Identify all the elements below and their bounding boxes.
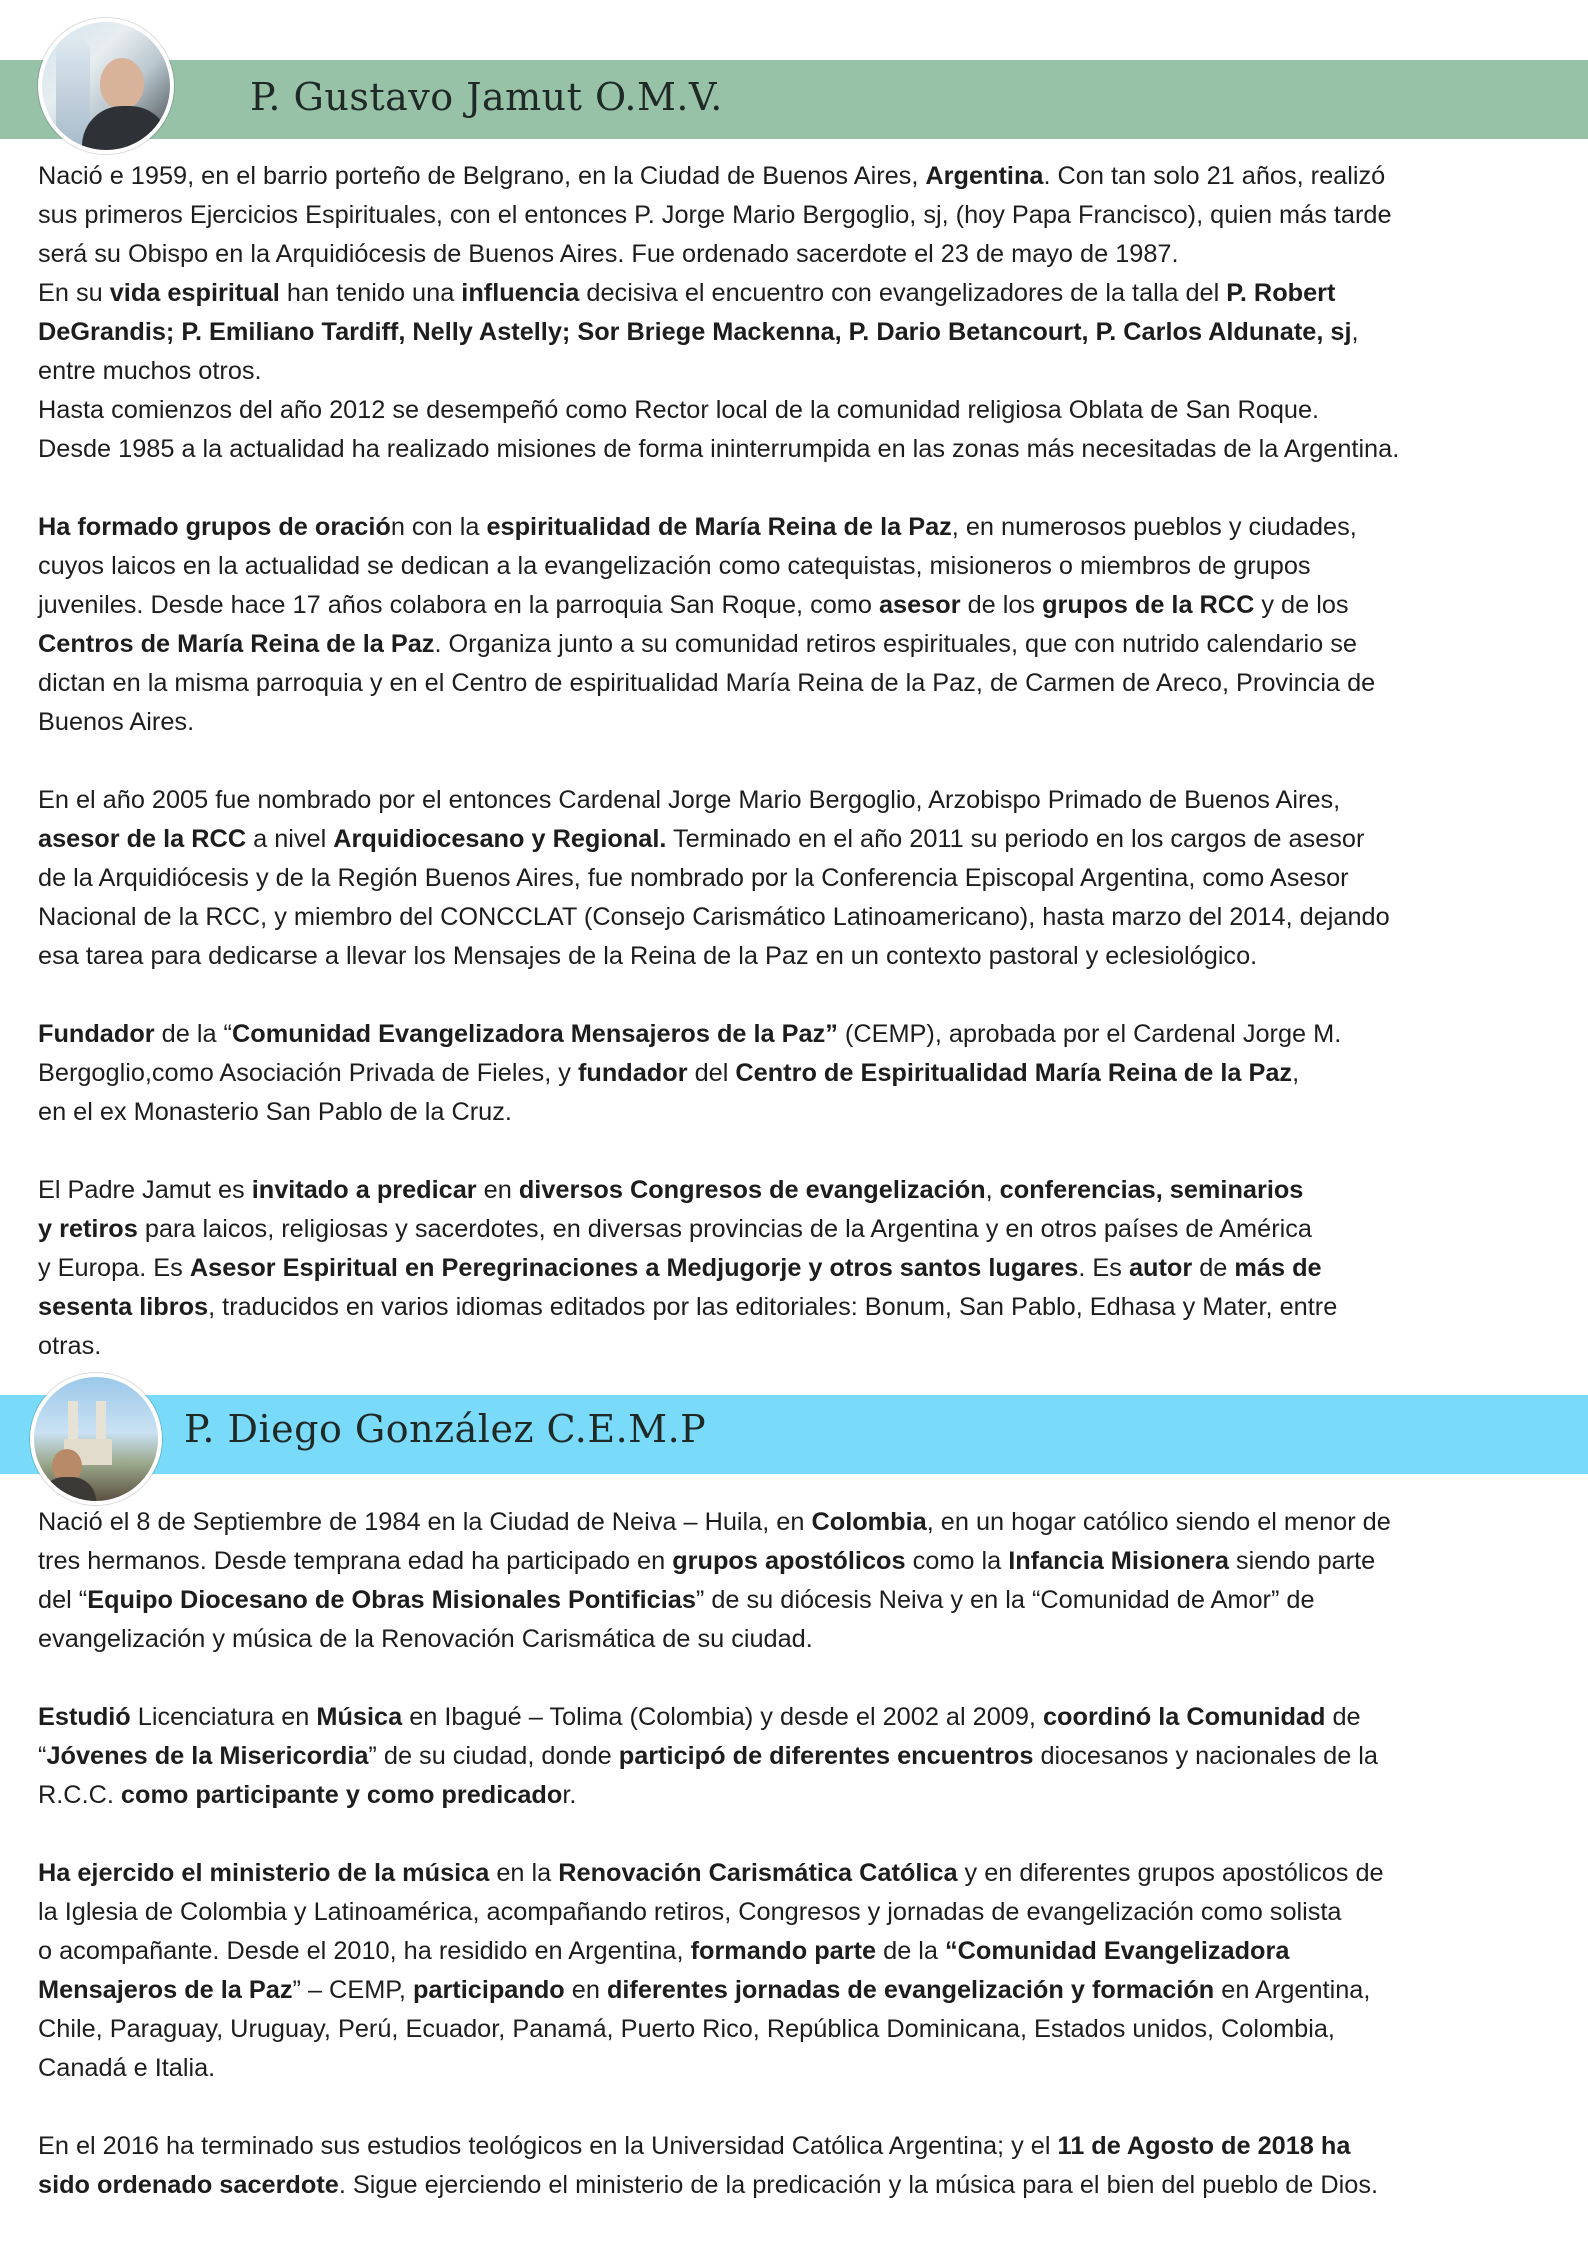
- text-run: En su: [38, 279, 110, 307]
- paragraph: [38, 2127, 1558, 2205]
- bold-text: vida espiritual: [109, 279, 280, 307]
- bold-text: Arquidiocesano y Regional.: [333, 825, 667, 853]
- bio-text-gustavo: [38, 157, 1558, 1366]
- bold-text: DeGrandis; P. Emiliano Tardiff, Nelly Astelly; Sor Briege Mackenna, P. Dario Betancourt, P. Carlos Aldunate, sj: [38, 318, 1352, 346]
- text-run: , en numerosos pueblos y ciudades,: [951, 513, 1357, 541]
- text-run: entre muchos otros.: [38, 357, 262, 385]
- bold-text: Infancia Misionera: [1008, 1547, 1229, 1575]
- text-run: (CEMP), aprobada por el Cardenal Jorge M.: [837, 1020, 1342, 1048]
- bold-text: sido ordenado sacerdote: [38, 2171, 339, 2199]
- paragraph: [38, 1015, 1558, 1132]
- bold-text: grupos apostólicos: [672, 1547, 906, 1575]
- bold-text: Centro de Espiritualidad María Reina de la Paz: [735, 1059, 1293, 1087]
- paragraph: [38, 1503, 1558, 1659]
- text-run: Nacional de la RCC, y miembro del CONCCLAT (Consejo Carismático Latinoamericano), hasta marzo del 2014, dejando: [38, 903, 1390, 931]
- text-run: en el ex Monasterio San Pablo de la Cruz.: [38, 1098, 512, 1126]
- text-run: ” de su diócesis Neiva y en la “Comunidad de Amor” de: [695, 1586, 1315, 1614]
- bold-text: asesor de la RCC: [38, 825, 247, 853]
- text-run: otras.: [38, 1332, 102, 1360]
- bold-text: Fundador: [38, 1020, 155, 1048]
- text-run: en Ibagué – Tolima (Colombia) y desde el 2002 al 2009,: [402, 1703, 1043, 1731]
- bold-text: grupos de la RCC: [1042, 591, 1255, 619]
- text-run: En el 2016 ha terminado sus estudios teológicos en la Universidad Católica Argentina; y el: [38, 2132, 1058, 2160]
- text-run: han tenido una: [279, 279, 462, 307]
- bold-text: invitado a predicar: [251, 1176, 477, 1204]
- bold-text: participando: [412, 1976, 565, 2004]
- text-run: ,: [985, 1176, 1000, 1204]
- text-run: , traducidos en varios idiomas editados por las editoriales: Bonum, San Pablo, Edhasa y Mater, entre: [208, 1293, 1338, 1321]
- text-run: tres hermanos. Desde temprana edad ha participado en: [38, 1547, 673, 1575]
- text-run: En el año 2005 fue nombrado por el entonces Cardenal Jorge Mario Bergoglio, Arzobispo Primado de Buenos Aires,: [38, 786, 1341, 814]
- bold-text: Comunidad Evangelizadora Mensajeros de la Paz”: [231, 1020, 838, 1048]
- text-run: de: [1325, 1703, 1361, 1731]
- paragraph: [38, 508, 1558, 742]
- text-run: de: [1192, 1254, 1235, 1282]
- text-run: sus primeros Ejercicios Espirituales, con el entonces P. Jorge Mario Bergoglio, sj, (hoy Papa Francisco), quien más tarde: [38, 201, 1392, 229]
- bold-text: como participante y como predicado: [120, 1781, 563, 1809]
- section-title-gustavo: P. Gustavo Jamut O.M.V.: [250, 75, 723, 119]
- text-run: Terminado en el año 2011 su periodo en los cargos de asesor: [666, 825, 1365, 853]
- bold-text: sesenta libros: [38, 1293, 209, 1321]
- text-run: . Con tan solo 21 años, realizó: [1043, 162, 1386, 190]
- bold-text: Ha ejercido el ministerio de la música: [38, 1859, 490, 1887]
- text-run: dictan en la misma parroquia y en el Centro de espiritualidad María Reina de la Paz, de Carmen de Areco, Provincia de: [38, 669, 1376, 697]
- bold-text: coordinó la Comunidad: [1042, 1703, 1326, 1731]
- bold-text: conferencias, seminarios: [999, 1176, 1304, 1204]
- text-run: Chile, Paraguay, Uruguay, Perú, Ecuador, Panamá, Puerto Rico, República Dominicana, Estados unidos, Colombia,: [38, 2015, 1335, 2043]
- photo-figure-face: [100, 58, 144, 110]
- text-run: evangelización y música de la Renovación Carismática de su ciudad.: [38, 1625, 813, 1653]
- text-run: la Iglesia de Colombia y Latinoamérica, acompañando retiros, Congresos y jornadas de evangelización como solista: [38, 1898, 1342, 1926]
- bold-text: Renovación Carismática Católica: [558, 1859, 958, 1887]
- text-run: del “: [38, 1586, 88, 1614]
- bold-text: diferentes jornadas de evangelización y formación: [606, 1976, 1215, 2004]
- bold-text: Asesor Espiritual en Peregrinaciones a Medjugorje y otros santos lugares: [189, 1254, 1079, 1282]
- text-run: y de los: [1254, 591, 1349, 619]
- bold-text: 11 de Agosto de 2018 ha: [1057, 2132, 1351, 2160]
- text-run: diocesanos y nacionales de la: [1033, 1742, 1378, 1770]
- header-band-gustavo: [0, 60, 1588, 139]
- text-run: para laicos, religiosas y sacerdotes, en diversas provincias de la Argentina y en otros países de América: [137, 1215, 1312, 1243]
- text-run: o acompañante. Desde el 2010, ha residido en Argentina,: [38, 1937, 691, 1965]
- text-run: ” de su ciudad, donde: [368, 1742, 619, 1770]
- bold-text: “Comunidad Evangelizadora: [945, 1937, 1290, 1965]
- photo-figure-body: [82, 106, 170, 154]
- bold-text: Colombia: [811, 1508, 927, 1536]
- text-run: “: [38, 1742, 47, 1770]
- text-run: Licenciatura en: [130, 1703, 317, 1731]
- text-run: decisiva el encuentro con evangelizadores de la talla del: [579, 279, 1227, 307]
- bold-text: Mensajeros de la Paz: [38, 1976, 293, 2004]
- bold-text: Equipo Diocesano de Obras Misionales Pontificias: [87, 1586, 696, 1614]
- text-run: esa tarea para dedicarse a llevar los Mensajes de la Reina de la Paz en un contexto pastoral y eclesiológico.: [38, 942, 1258, 970]
- text-run: de la “: [154, 1020, 232, 1048]
- text-run: ” – CEMP,: [292, 1976, 413, 2004]
- text-run: El Padre Jamut es: [38, 1176, 252, 1204]
- bold-text: formando parte: [690, 1937, 877, 1965]
- text-run: Hasta comienzos del año 2012 se desempeñó como Rector local de la comunidad religiosa Oblata de San Roque.: [38, 396, 1320, 424]
- text-run: en: [476, 1176, 519, 1204]
- text-run: Canadá e Italia.: [38, 2054, 216, 2082]
- text-run: Nació e 1959, en el barrio porteño de Belgrano, en la Ciudad de Buenos Aires,: [38, 162, 926, 190]
- text-run: , en un hogar católico siendo el menor de: [926, 1508, 1391, 1536]
- paragraph: [38, 1854, 1558, 2088]
- text-run: R.C.C.: [38, 1781, 121, 1809]
- paragraph: [38, 781, 1558, 976]
- bold-text: Ha formado grupos de oració: [38, 513, 391, 541]
- avatar-gustavo-photo: [38, 18, 174, 154]
- bold-text: participó de diferentes encuentros: [618, 1742, 1034, 1770]
- bold-text: P. Robert: [1226, 279, 1336, 307]
- text-run: juveniles. Desde hace 17 años colabora en la parroquia San Roque, como: [38, 591, 879, 619]
- paragraph: [38, 1698, 1558, 1815]
- text-run: Buenos Aires.: [38, 708, 195, 736]
- text-run: cuyos laicos en la actualidad se dedican a la evangelización como catequistas, misioneros o miembros de grupos: [38, 552, 1311, 580]
- bold-text: fundador: [577, 1059, 688, 1087]
- text-run: siendo parte: [1228, 1547, 1376, 1575]
- bold-text: influencia: [461, 279, 580, 307]
- paragraph: [38, 157, 1558, 469]
- text-run: y en diferentes grupos apostólicos de: [957, 1859, 1384, 1887]
- bold-text: Música: [316, 1703, 403, 1731]
- text-run: y Europa. Es: [38, 1254, 190, 1282]
- bold-text: Estudió: [38, 1703, 131, 1731]
- text-run: Bergoglio,como Asociación Privada de Fieles, y: [38, 1059, 578, 1087]
- bio-text-diego: [38, 1503, 1558, 2205]
- text-run: en Argentina,: [1214, 1976, 1371, 2004]
- bold-text: Argentina: [925, 162, 1044, 190]
- bold-text: espiritualidad de María Reina de la Paz: [486, 513, 952, 541]
- text-run: r.: [562, 1781, 577, 1809]
- text-run: en: [564, 1976, 607, 2004]
- section-title-diego: P. Diego González C.E.M.P: [184, 1407, 707, 1451]
- text-run: . Es: [1078, 1254, 1129, 1282]
- text-run: de los: [960, 591, 1043, 619]
- text-run: ,: [1292, 1059, 1300, 1087]
- bold-text: Jóvenes de la Misericordia: [46, 1742, 369, 1770]
- text-run: será su Obispo en la Arquidiócesis de Buenos Aires. Fue ordenado sacerdote el 23 de mayo de 1987.: [38, 240, 1179, 268]
- bold-text: diversos Congresos de evangelización: [518, 1176, 986, 1204]
- text-run: Nació el 8 de Septiembre de 1984 en la Ciudad de Neiva – Huila, en: [38, 1508, 812, 1536]
- text-run: en la: [489, 1859, 559, 1887]
- bold-text: más de: [1234, 1254, 1322, 1282]
- text-run: n con la: [390, 513, 487, 541]
- avatar-diego-photo: [30, 1373, 162, 1505]
- text-run: . Sigue ejerciendo el ministerio de la predicación y la música para el bien del pueblo de Dios.: [338, 2171, 1379, 2199]
- paragraph: [38, 1171, 1558, 1366]
- text-run: del: [687, 1059, 736, 1087]
- bold-text: autor: [1128, 1254, 1193, 1282]
- text-run: de la Arquidiócesis y de la Región Buenos Aires, fue nombrado por la Conferencia Episcopal Argentina, como Asesor: [38, 864, 1349, 892]
- bold-text: Centros de María Reina de la Paz: [38, 630, 435, 658]
- text-run: a nivel: [246, 825, 334, 853]
- text-run: . Organiza junto a su comunidad retiros espirituales, que con nutrido calendario se: [434, 630, 1357, 658]
- text-run: como la: [905, 1547, 1009, 1575]
- bold-text: asesor: [878, 591, 961, 619]
- text-run: ,: [1351, 318, 1359, 346]
- text-run: de la: [876, 1937, 946, 1965]
- photo-person-body: [40, 1477, 96, 1505]
- bold-text: y retiros: [38, 1215, 138, 1243]
- text-run: Desde 1985 a la actualidad ha realizado misiones de forma ininterrumpida en las zonas más necesitadas de la Argentina.: [38, 435, 1400, 463]
